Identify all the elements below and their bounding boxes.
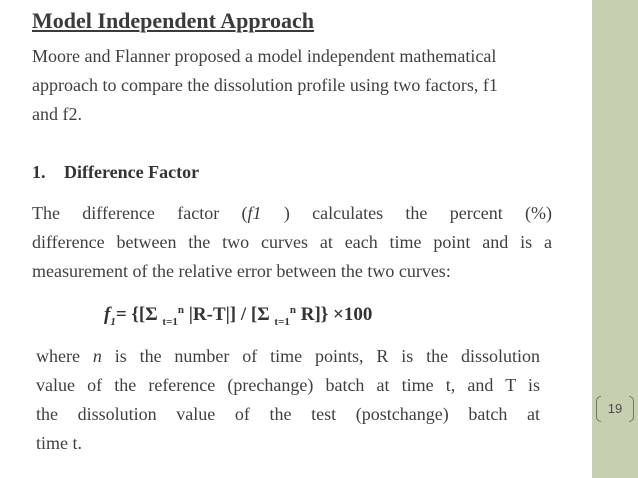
where-text: is the number of time points, R is the dissolution xyxy=(101,346,540,366)
formula-subscript: t=1 xyxy=(162,316,178,328)
where-line-4: time t. xyxy=(36,433,82,453)
where-paragraph xyxy=(36,342,540,458)
section-heading-text: Difference Factor xyxy=(64,162,200,182)
formula-part: R]} ×100 xyxy=(295,304,373,325)
page-number-text: 19 xyxy=(607,401,623,416)
formula-part: = {[Σ xyxy=(115,304,163,325)
difference-factor-formula xyxy=(104,304,372,328)
section-number: 1. xyxy=(32,162,46,182)
intro-line-2: approach to compare the dissolution profile using two factors, f1 xyxy=(32,75,498,95)
formula-f-subscript: 1 xyxy=(110,316,116,328)
where-text: where xyxy=(36,346,93,366)
definition-text: ) calculates the percent (%) xyxy=(261,203,552,223)
intro-paragraph xyxy=(32,42,588,129)
definition-line-1 xyxy=(32,199,552,228)
n-variable: n xyxy=(92,346,102,366)
right-bracket xyxy=(629,396,634,422)
definition-line-3: measurement of the relative error between the two curves: xyxy=(32,261,451,281)
formula-part: |R-T|] / [Σ xyxy=(183,304,275,325)
formula-subscript: t=1 xyxy=(274,316,290,328)
where-line-2: value of the reference (prechange) batch at time t, and T is xyxy=(36,375,540,395)
page-number xyxy=(596,396,634,422)
formula-f: f xyxy=(104,304,111,325)
definition-line-2: difference between the two curves at each time point and is a xyxy=(32,232,552,252)
f1-variable: f1 xyxy=(247,203,262,223)
formula-superscript: n xyxy=(289,304,296,316)
section-heading xyxy=(32,162,199,183)
formula-superscript: n xyxy=(177,304,184,316)
slide-title: Model Independent Approach xyxy=(32,8,314,33)
intro-line-3: and f2. xyxy=(32,104,82,124)
where-line-3: the dissolution value of the test (postchange) batch at xyxy=(36,404,540,424)
left-bracket xyxy=(596,396,601,422)
intro-line-1: Moore and Flanner proposed a model independent mathematical xyxy=(32,46,497,66)
definition-text: The difference factor ( xyxy=(32,203,248,223)
where-line-1 xyxy=(36,342,540,371)
definition-paragraph xyxy=(32,199,552,286)
